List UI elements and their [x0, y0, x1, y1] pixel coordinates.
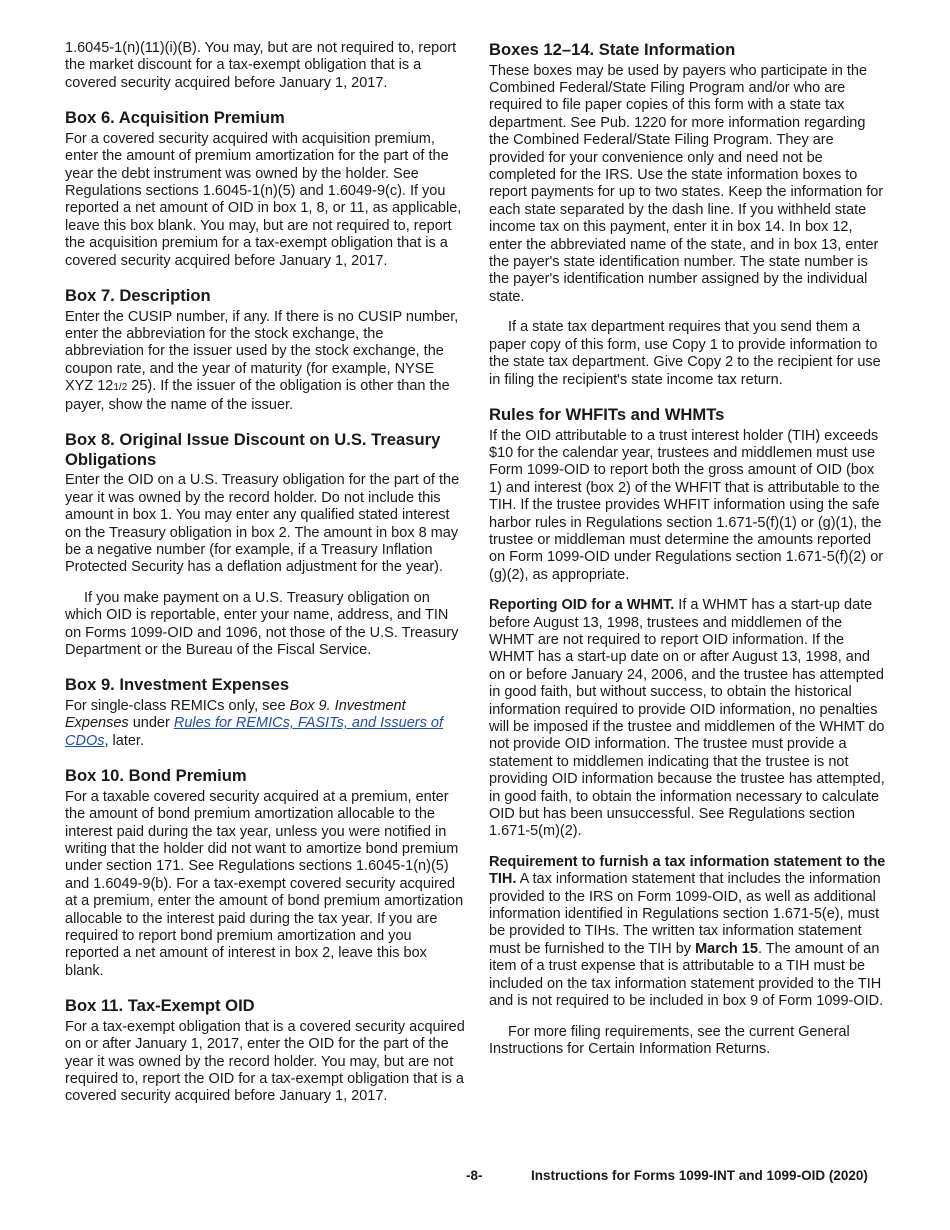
box9-text-c: , later. [104, 732, 144, 749]
box6-paragraph: For a covered security acquired with acquisition premium, enter the amount of premium amortization for the part of the year the debt instrument was owned by the holder. See Regulations sections 1.6045-1(n)(5) and 1.6049-9(c). If you reported a net amount of OID in box 1, 8, or 11, as applicable, leave this box blank. You may, but are not required to, report the acquisition premium for a tax-exempt obligation that is a covered security acquired before January 1, 2017. [65, 130, 462, 269]
tih-text-a: A tax information statement that includes the information provided to the IRS on Form 1099-OID, as well as additional information identified in Regulations section 1.671-5(e), must be provided to TIHs. The written tax information statement must be furnished to the TIH by [489, 871, 881, 957]
tih-bold-lead: Requirement to furnish a tax information statement to the TIH. [489, 853, 886, 888]
left-column [65, 40, 465, 1122]
tih-text-b: . The amount of an item of a trust expense that is attributable to a TIH must be included on the tax information statement provided to the TIH and is not required to be included in box 9 of Form 1099-OID. [489, 940, 884, 1010]
box11-paragraph: For a tax-exempt obligation that is a covered security acquired on or after January 1, 2017, enter the OID for the part of the year it was owned by the record holder. You may, but are not required to, report the OID for a tax-exempt obligation that is a covered security acquired before January 1, 2017. [65, 1018, 465, 1105]
footer-title: Instructions for Forms 1099-INT and 1099-OID (2020) [531, 1168, 868, 1183]
whmt-text: If a WHMT has a start-up date before August 13, 1998, trustees and middlemen of the WHMT are not required to report OID information. If the WHMT has a start-up date on or after August 13, 1998, and on or before January 24, 2006, and the trustee has attempted in good faith, but without success, to obtain the historical information required to provide OID information, no penalties will be imposed if the trustee and middlemen of the WHMT do not provide OID information. The trustee must provide a statement to middlemen indicating that the trustee is not providing OID information because the trustee has attempted, in good faith, to obtain the information necessary to calculate OID but has been unsuccessful. See Regulations section 1.671-5(m)(2). [489, 597, 885, 840]
right-column [489, 40, 889, 1074]
box7-text-a: Enter the CUSIP number, if any. If there is no CUSIP number, enter the abbreviation for the stock exchange, the abbreviation for the issuer used by the stock exchange, the coupon rate, and the year of maturity (for example, NYSE XYZ 12 [65, 308, 459, 395]
box9-paragraph [65, 698, 465, 750]
box8-heading: Box 8. Original Issue Discount on U.S. Treasury Obligations [65, 430, 441, 469]
box7-heading: Box 7. Description [65, 286, 211, 306]
box7-text-b: 25). If the issuer of the obligation is other than the payer, show the name of the issuer. [65, 378, 450, 413]
boxes12-14-paragraph-1: These boxes may be used by payers who participate in the Combined Federal/State Filing Program and/or who are required to file paper copies of this form with a state tax department. See Pub. 1220 for more information regarding the Combined Federal/State Filing Program. They are provided for your convenience only and need not be completed for the IRS. Use the state information boxes to report payments for up to two states. Keep the information for each state separated by the dash line. If you withheld state income tax on this payment, enter it in box 14. In box 12, enter the abbreviated name of the state, and in box 13, enter the payer's state identification number. The state number is the payer's identification number assigned by the individual state. [489, 62, 884, 305]
intro-section [65, 40, 465, 92]
box9-section [65, 675, 465, 750]
box11-heading: Box 11. Tax-Exempt OID [65, 996, 255, 1016]
page-number: -8- [466, 1168, 483, 1183]
box7-section [65, 286, 465, 414]
box8-paragraph-2: If you make payment on a U.S. Treasury obligation on which OID is reportable, enter your name, address, and TIN on Forms 1099-OID and 1096, not those of the U.S. Treasury Department or the Bureau of the Fiscal Service. [65, 589, 459, 658]
box6-heading: Box 6. Acquisition Premium [65, 108, 285, 128]
final-paragraph: For more filing requirements, see the current General Instructions for Certain Information Returns. [489, 1023, 850, 1057]
box10-section [65, 766, 465, 980]
box8-paragraph-1: Enter the OID on a U.S. Treasury obligation for the part of the year it was owned by the record holder. Do not include this amount in box 1. You may enter any qualified stated interest on the Treasury obligation in box 2. The amount in box 8 may be a negative number (for example, if a Treasury Inflation Protected Security has a deflation adjustment for the year). [65, 472, 460, 576]
whfit-paragraph-1: If the OID attributable to a trust interest holder (TIH) exceeds $10 for the calendar year, trustees and middlemen must use Form 1099-OID to report both the gross amount of OID (box 1) and interest (box 2) of the WHFIT that is attributable to the TIH. If the trustee provides WHFIT information using the safe harbor rules in Regulations section 1.671-5(f)(1) or (g)(1), the trustee or middleman must determine the amounts reported on Form 1099-OID under Regulations section 1.671-5(f)(2) or (g)(2), as appropriate. [489, 427, 884, 583]
box10-heading: Box 10. Bond Premium [65, 766, 247, 786]
boxes12-14-section [489, 40, 889, 389]
box11-section [65, 996, 465, 1106]
box9-heading: Box 9. Investment Expenses [65, 675, 290, 695]
whmt-paragraph [489, 597, 889, 841]
remic-rules-link[interactable]: Rules for REMICs, FASITs, and Issuers of CDOs [65, 715, 443, 749]
whmt-bold-lead: Reporting OID for a WHMT. [489, 597, 675, 614]
whfit-section [489, 405, 889, 1058]
box9-text-b: under [128, 715, 174, 732]
tih-statement-paragraph [489, 854, 889, 1011]
fraction-half: 1/2 [113, 382, 128, 394]
box9-italic-ref: Box 9. Investment Expenses [65, 697, 406, 732]
box8-section [65, 430, 465, 659]
box9-text-a: For single-class REMICs only, see [65, 697, 290, 714]
tih-deadline-date: March 15 [695, 940, 758, 957]
intro-paragraph: 1.6045-1(n)(11)(i)(B). You may, but are not required to, report the market discount for a tax-exempt obligation that is a covered security acquired before January 1, 2017. [65, 40, 457, 91]
whfit-heading: Rules for WHFITs and WHMTs [489, 404, 725, 424]
boxes12-14-heading: Boxes 12–14. State Information [489, 40, 736, 59]
boxes12-14-paragraph-2: If a state tax department requires that you send them a paper copy of this form, use Copy 1 to provide information to the state tax department. Give Copy 2 to the recipient for use in filing the recipient's state income tax return. [489, 319, 881, 388]
box10-paragraph: For a taxable covered security acquired at a premium, enter the amount of bond premium amortization allocable to the interest paid during the tax year, unless you were notified in writing that the holder did not want to amortize bond premium under section 171. See Regulations sections 1.6045-1(n)(5) and 1.6049-9(b). For a tax-exempt covered security acquired at a premium, enter the amount of bond premium amortization allocable to the interest paid during the tax year. If you are required to report bond premium amortization and you reported a net amount of interest in box 2, leave this box blank. [65, 788, 464, 979]
box7-paragraph [65, 309, 465, 414]
box6-section [65, 108, 465, 270]
